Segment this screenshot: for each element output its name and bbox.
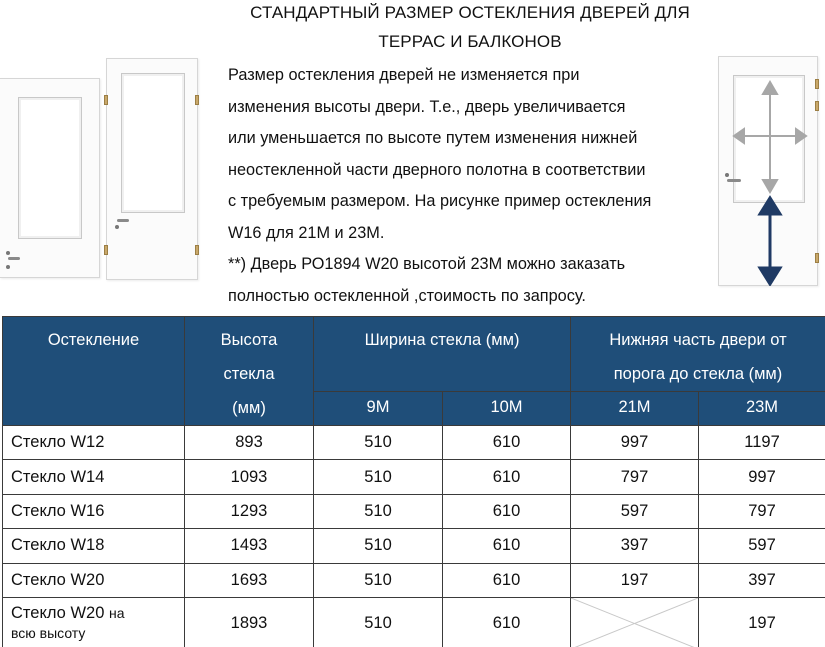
description-line: W16 для 21М и 23М. (228, 223, 385, 242)
door-handle-icon (117, 219, 129, 222)
header-height-23m: 23М (699, 392, 825, 426)
door-hinge-icon (104, 245, 108, 255)
cell-width-10m: 610 (443, 426, 571, 460)
cell-width-9m: 510 (314, 597, 443, 647)
description-line: или уменьшается по высоте путем изменения нижней (228, 129, 638, 147)
description-line: с требуемым размером. На рисунке пример остекления (228, 192, 652, 210)
dimension-arrows-icon (718, 56, 818, 286)
cell-bottom-21m: 797 (571, 460, 699, 494)
description-line: Размер остекления дверей не изменяется при (228, 66, 580, 84)
cell-bottom-23m: 997 (699, 460, 825, 494)
door-hinge-icon (104, 95, 108, 105)
cell-width-10m: 610 (443, 494, 571, 528)
header-glass-height: Высота стекла (мм) (185, 317, 314, 426)
description-line: полностью остекленной ,стоимость по запросу. (228, 286, 586, 305)
cell-bottom-21m: 397 (571, 529, 699, 563)
cell-width-10m: 610 (443, 460, 571, 494)
cell-glass-height: 1093 (185, 460, 314, 494)
cell-glass-name: Стекло W12 (3, 426, 185, 460)
cell-glass-name: Стекло W14 (3, 460, 185, 494)
header-glass-width: Ширина стекла (мм) (314, 317, 571, 392)
cell-width-10m: 610 (443, 597, 571, 647)
page-title-line-2: ТЕРРАС И БАЛКОНОВ (378, 32, 562, 51)
table-row (3, 494, 825, 528)
description-line: неостекленной части дверного полотна в соответствии (228, 160, 646, 179)
page-title-line-1: СТАНДАРТНЫЙ РАЗМЕР ОСТЕКЛЕНИЯ ДВЕРЕЙ ДЛЯ (250, 3, 690, 22)
description-paragraph (228, 60, 718, 312)
header-width-9m: 9М (314, 392, 443, 426)
door-glass-pane (18, 97, 82, 239)
door-hinge-icon (195, 245, 199, 255)
cell-width-10m: 610 (443, 529, 571, 563)
description-line: **) Дверь РО1894 W20 высотой 23М можно заказать (228, 255, 626, 273)
cell-width-9m: 510 (314, 494, 443, 528)
cell-bottom-23m: 597 (699, 529, 825, 563)
cell-width-9m: 510 (314, 426, 443, 460)
header-width-10m: 10М (443, 392, 571, 426)
cell-width-9m: 510 (314, 563, 443, 597)
door-hinge-icon (195, 95, 199, 105)
table-row (3, 597, 825, 647)
cell-bottom-23m: 797 (699, 494, 825, 528)
table-row (3, 529, 825, 563)
header-glazing: Остекление (3, 317, 185, 426)
door-glass-pane (121, 73, 185, 213)
cell-width-9m: 510 (314, 460, 443, 494)
cell-width-9m: 510 (314, 529, 443, 563)
cell-bottom-23m: 397 (699, 563, 825, 597)
cell-glass-height: 893 (185, 426, 314, 460)
cell-bottom-23m: 197 (699, 597, 825, 647)
door-illustration-short (0, 78, 100, 278)
cell-bottom-21m: 997 (571, 426, 699, 460)
cell-not-applicable (571, 597, 699, 647)
cross-out-icon (571, 598, 698, 647)
cell-glass-height: 1693 (185, 563, 314, 597)
cell-glass-name: Стекло W18 (3, 529, 185, 563)
description-line: изменения высоты двери. Т.е., дверь увеличивается (228, 97, 626, 116)
table-row (3, 563, 825, 597)
cell-glass-height: 1293 (185, 494, 314, 528)
cell-width-10m: 610 (443, 563, 571, 597)
door-lock-icon (6, 251, 10, 255)
glazing-size-table (2, 316, 825, 647)
cell-bottom-21m: 597 (571, 494, 699, 528)
door-handle-icon (8, 257, 20, 260)
cell-glass-height: 1893 (185, 597, 314, 647)
door-lock-icon (115, 225, 119, 229)
door-illustration-tall (106, 58, 198, 280)
cell-bottom-23m: 1197 (699, 426, 825, 460)
table-row (3, 460, 825, 494)
header-bottom-part: Нижняя часть двери от порога до стекла (мм) (571, 317, 825, 392)
table-row (3, 426, 825, 460)
cell-glass-name: Стекло W20 (3, 563, 185, 597)
cell-bottom-21m: 197 (571, 563, 699, 597)
cell-glass-name: Стекло W16 (3, 494, 185, 528)
cell-glass-name: Стекло W20 на всю высоту (3, 597, 185, 647)
door-illustration-dimensions (718, 56, 818, 286)
door-lock-icon (6, 265, 10, 269)
header-height-21m: 21М (571, 392, 699, 426)
cell-glass-height: 1493 (185, 529, 314, 563)
